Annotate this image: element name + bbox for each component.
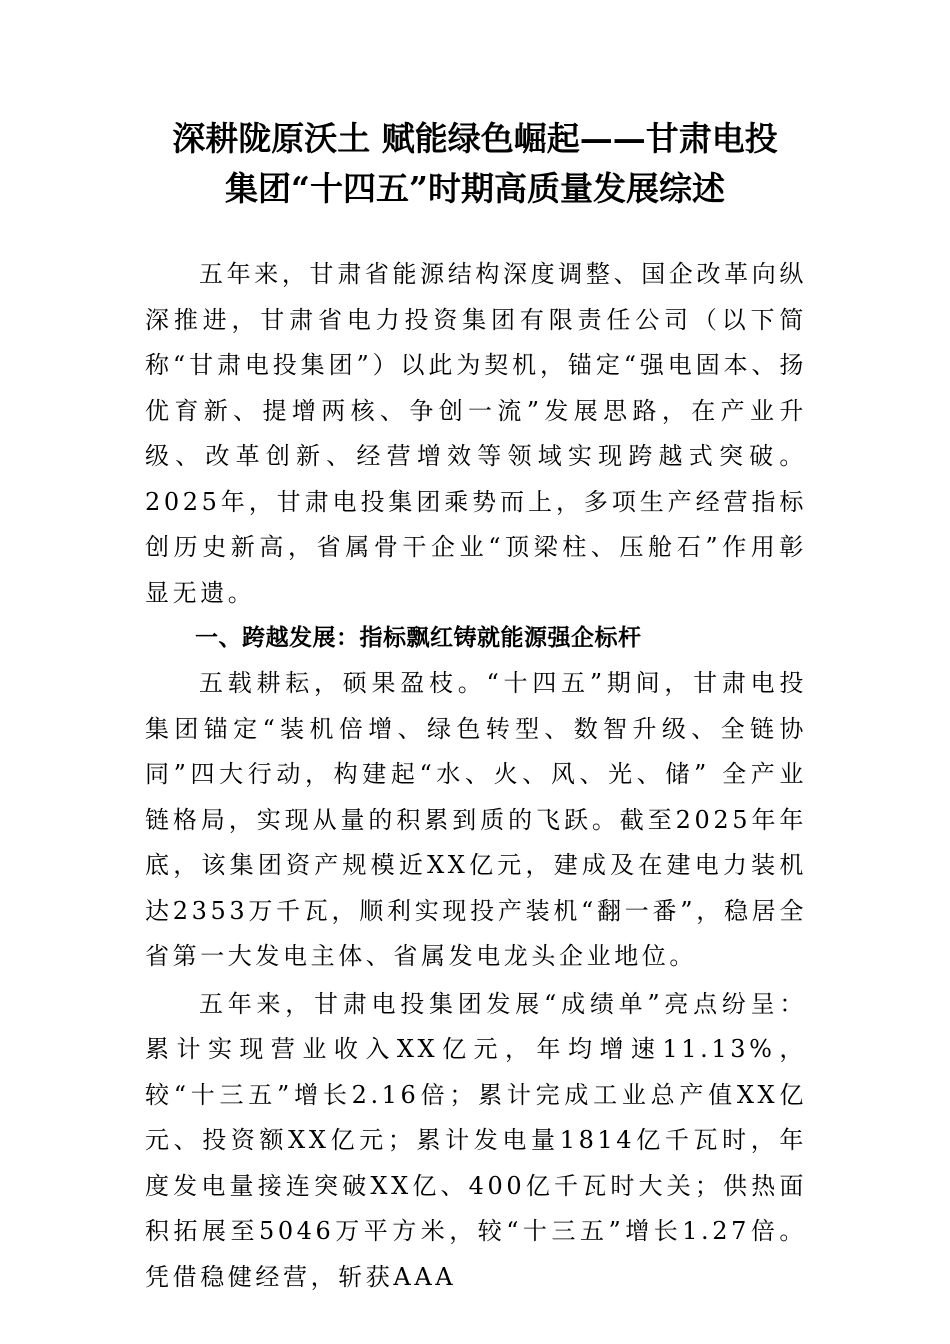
title-line-2: 集团“十四五”时期高质量发展综述	[225, 169, 725, 208]
document-body	[145, 252, 807, 1300]
title-line-1: 深耕陇原沃土 赋能绿色崛起——甘肃电投	[172, 119, 778, 158]
body-paragraph: 五载耕耘，硕果盈枝。“十四五”期间，甘肃电投集团锚定“装机倍增、绿色转型、数智升级、全链协同”四大行动，构建起“水、火、风、光、储” 全产业链格局，实现从量的积累到质的飞跃。截至2025年年底，该集团资产规模近XX亿元，建成及在建电力装机达2353万千瓦，顺利实现投产装机“翻一番”，稳居全省第一大发电主体、省属发电龙头企业地位。	[145, 669, 807, 970]
intro-paragraph: 五年来，甘肃省能源结构深度调整、国企改革向纵深推进，甘肃省电力投资集团有限责任公司（以下简称“甘肃电投集团”）以此为契机，锚定“强电固本、扬优育新、提增两核、争创一流”发展思路，在产业升级、改革创新、经营增效等领域实现跨越式突破。2025年，甘肃电投集团乘势而上，多项生产经营指标创历史新高，省属骨干企业“顶梁柱、压舱石”作用彰显无遗。	[145, 260, 807, 607]
section-heading: 一、跨越发展：指标飘红铸就能源强企标杆	[195, 625, 642, 651]
body-paragraph: 五年来，甘肃电投集团发展“成绩单”亮点纷呈：累计实现营业收入XX亿元，年均增速11.13%，较“十三五”增长2.16倍；累计完成工业总产值XX亿元、投资额XX亿元；累计发电量1814亿千瓦时，年度发电量接连突破XX亿、400亿千瓦时大关；供热面积拓展至5046万平方米，较“十三五”增长1.27倍。凭借稳健经营，斩获AAA	[145, 989, 807, 1291]
document-title	[140, 114, 810, 214]
